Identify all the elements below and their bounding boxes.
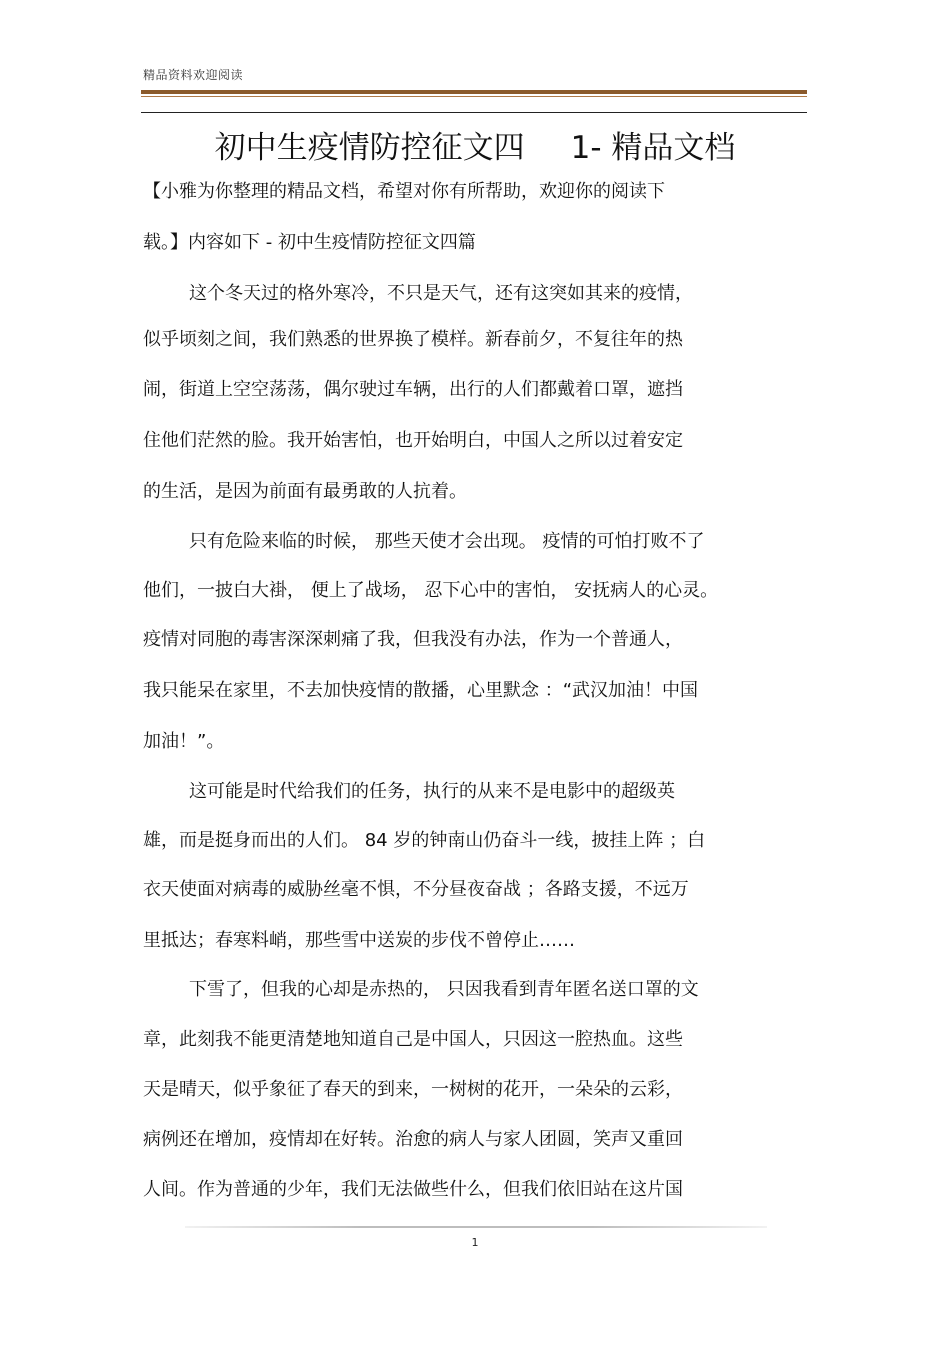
footer-rule	[185, 1226, 767, 1228]
text-line: 载。】内容如下 - 初中生疫情防控征文四篇	[143, 232, 476, 253]
text-line: 【小雅为你整理的精品文档，希望对你有所帮助，欢迎你的阅读下	[143, 181, 665, 202]
text-line: 闹，街道上空空荡荡，偶尔驶过车辆，出行的人们都戴着口罩，遮挡	[143, 379, 683, 400]
title-part-1: 初中生疫情防控征文四	[214, 130, 525, 166]
document-title	[0, 124, 950, 172]
text-line: 雄，而是挺身而出的人们。 84 岁的钟南山仍奋斗一线，披挂上阵 ；白	[143, 830, 706, 851]
text-line: 衣天使面对病毒的威胁丝毫不惧，不分昼夜奋战 ；各路支援，不远万	[143, 879, 689, 900]
text-line: 似乎顷刻之间，我们熟悉的世界换了模样。新春前夕，不复往年的热	[143, 329, 683, 350]
text-line: 病例还在增加，疫情却在好转。治愈的病人与家人团圆，笑声又重回	[143, 1129, 683, 1150]
text-line: 里抵达；春寒料峭，那些雪中送炭的步伐不曾停止……	[143, 930, 575, 951]
text-line: 加油！”。	[143, 731, 225, 752]
text-line: 我只能呆在家里，不去加快疫情的散播，心里默念 ：“武汉加油！中国	[143, 680, 699, 701]
text-line: 他们，一披白大褂， 便上了战场， 忍下心中的害怕， 安抚病人的心灵。	[143, 580, 719, 601]
header-rule-black	[141, 112, 807, 113]
text-line: 天是晴天，似乎象征了春天的到来，一树树的花开，一朵朵的云彩，	[143, 1079, 683, 1100]
page-number: 1	[471, 1236, 479, 1249]
text-line: 的生活，是因为前面有最勇敢的人抗着。	[143, 481, 467, 502]
text-line: 人间。作为普通的少年，我们无法做些什么，但我们依旧站在这片国	[143, 1179, 683, 1200]
page-header-text: 精品资料欢迎阅读	[143, 68, 244, 82]
text-line: 疫情对同胞的毒害深深刺痛了我，但我没有办法，作为一个普通人，	[143, 629, 683, 650]
header-rule-thin	[141, 96, 807, 97]
text-line: 这个冬天过的格外寒冷，不只是天气，还有这突如其来的疫情，	[189, 283, 693, 304]
text-line: 下雪了，但我的心却是赤热的， 只因我看到青年匿名送口罩的文	[189, 979, 699, 1000]
text-line: 住他们茫然的脸。我开始害怕，也开始明白，中国人之所以过着安定	[143, 430, 683, 451]
text-line: 章，此刻我不能更清楚地知道自己是中国人，只因这一腔热血。这些	[143, 1029, 683, 1050]
text-line: 这可能是时代给我们的任务，执行的从来不是电影中的超级英	[189, 781, 675, 802]
header-rule-thick	[141, 90, 807, 94]
text-line: 只有危险来临的时候， 那些天使才会出现。 疫情的可怕打败不了	[189, 531, 705, 552]
title-part-2: 1- 精品文档	[570, 130, 736, 166]
